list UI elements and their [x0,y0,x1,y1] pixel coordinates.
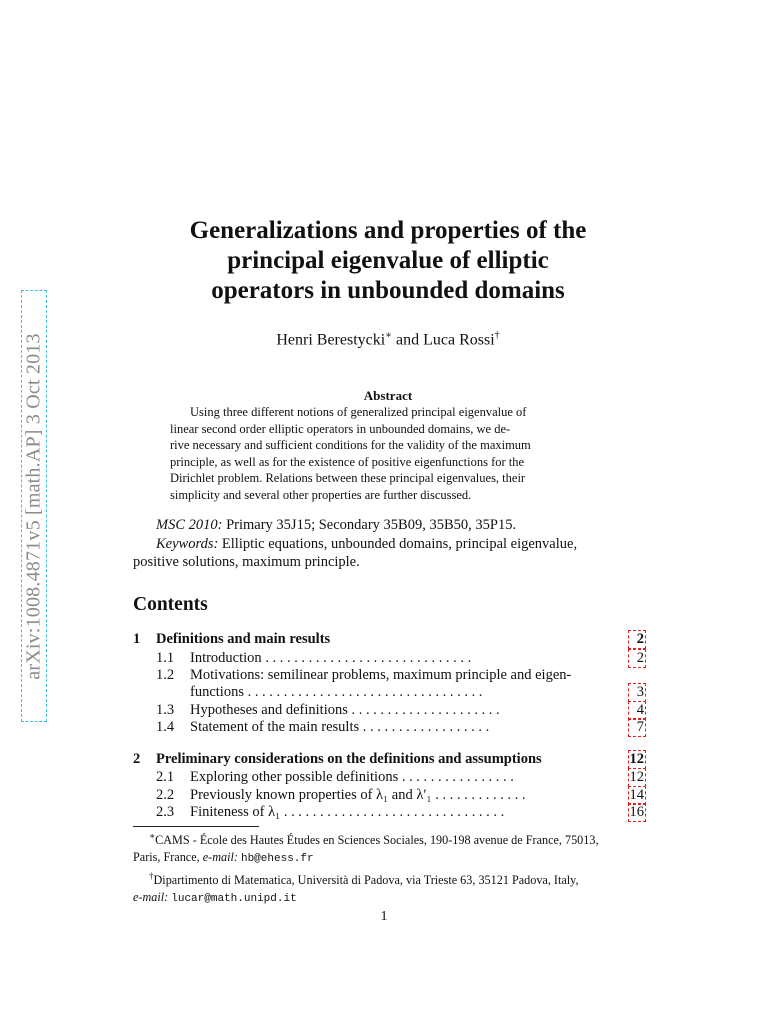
author-conjunction: and [396,331,420,349]
toc-subsection-2-2[interactable] [133,787,646,805]
toc-number: 2.3 [156,804,175,820]
footnote-mark[interactable]: † [494,330,500,341]
toc-page-link[interactable]: 12 [629,751,644,767]
toc-number: 1.2 [156,667,175,683]
toc-subsection-1-2-cont[interactable] [133,684,646,702]
abstract-line: rive necessary and sufficient conditions for the validity of the maximum [170,438,531,453]
arxiv-identifier: arXiv:1008.4871v5 [math.AP] 3 Oct 2013 [22,332,45,680]
keywords-label: Keywords: [156,536,219,552]
toc-number: 1.4 [156,719,175,735]
toc-number: 2 [133,751,141,767]
abstract-line: Using three different notions of generalized principal eigenvalue of [190,405,527,419]
keywords-text: Elliptic equations, unbounded domains, principal eigenvalue, [221,536,578,552]
footnote-2-continued: e-mail: lucar@math.unipd.it [133,890,297,906]
abstract-body [170,404,607,504]
email-link[interactable]: hb@ehess.fr [240,853,314,866]
toc-page-link[interactable]: 14 [629,787,644,803]
title-line: operators in unbounded domains [211,277,565,304]
keywords [156,536,577,553]
author-name: Luca Rossi [423,331,495,349]
author-name: Henri Berestycki [276,331,386,349]
toc-page-link[interactable]: 3 [628,683,646,702]
abstract-line: Dirichlet problem. Relations between these principal eigenvalues, their [170,471,526,486]
toc-page-link[interactable]: 4 [628,701,646,720]
toc-title: Finiteness of λ₁ ............................... [190,804,508,820]
toc-subsection-1-2[interactable] [133,667,646,685]
contents-heading: Contents [133,594,208,615]
paper-title [120,216,656,306]
msc-text: Primary 35J15; Secondary 35B09, 35B50, 35P15. [226,517,517,533]
toc-title: Introduction ............................. [190,650,475,666]
keywords-continued: positive solutions, maximum principle. [133,554,360,570]
abstract-line: simplicity and several other properties are further discussed. [170,487,472,502]
title-line: Generalizations and properties of the [189,217,587,244]
toc-title: Hypotheses and definitions ..................... [190,702,504,718]
msc-label: MSC 2010: [156,517,223,533]
toc-page-link[interactable]: 7 [628,718,646,737]
toc-subsection-1-1[interactable] [133,650,646,668]
toc-number: 2.1 [156,769,175,785]
toc-number: 1.1 [156,650,175,666]
abstract-line: principle, as well as for the existence of positive eigenfunctions for the [170,454,525,469]
email-link[interactable]: lucar@math.unipd.it [171,893,297,906]
toc-page-link[interactable]: 2 [628,630,646,649]
toc-section-1[interactable] [133,631,646,649]
toc-title: Motivations: semilinear problems, maximum principle and eigen- [190,667,572,683]
toc-number: 1 [133,631,141,647]
page-number: 1 [380,909,388,924]
msc-classification [156,517,516,534]
abstract-line: linear second order elliptic operators in unbounded domains, we de- [170,421,511,436]
footnote-1: ∗CAMS - École des Hautes Études en Sciences Sociales, 190-198 avenue de France, 75013, [149,831,599,848]
abstract-heading: Abstract [363,388,413,403]
toc-title: functions ................................. [190,684,487,700]
toc-title: Definitions and main results [156,631,331,647]
toc-number: 2.2 [156,787,175,803]
footnote-mark[interactable]: ∗ [385,330,392,341]
arxiv-stamp[interactable] [21,290,47,722]
toc-page-link[interactable]: 16 [629,804,644,820]
toc-title: Preliminary considerations on the definitions and assumptions [156,751,542,767]
toc-subsection-2-1[interactable] [133,769,646,787]
footnote-rule [133,826,259,827]
toc-subsection-2-3[interactable] [133,804,646,822]
authors [120,330,656,349]
toc-page-link[interactable]: 12 [629,769,644,785]
title-line: principal eigenvalue of elliptic [227,247,549,274]
toc-number: 1.3 [156,702,175,718]
toc-title: Previously known properties of λ₁ and λ′₁ ............. [190,787,530,803]
toc-title: Exploring other possible definitions ................ [190,769,518,785]
footnote-1-continued: Paris, France, e-mail: hb@ehess.fr [133,850,314,866]
toc-page-link[interactable]: 2 [628,649,646,668]
toc-section-2[interactable] [133,751,646,769]
toc-subsection-1-3[interactable] [133,702,646,720]
footnote-2: †Dipartimento di Matematica, Università di Padova, via Trieste 63, 35121 Padova, Italy, [149,871,579,888]
toc-subsection-1-4[interactable] [133,719,646,737]
footnotes [133,828,646,908]
toc-title: Statement of the main results .................. [190,719,493,735]
